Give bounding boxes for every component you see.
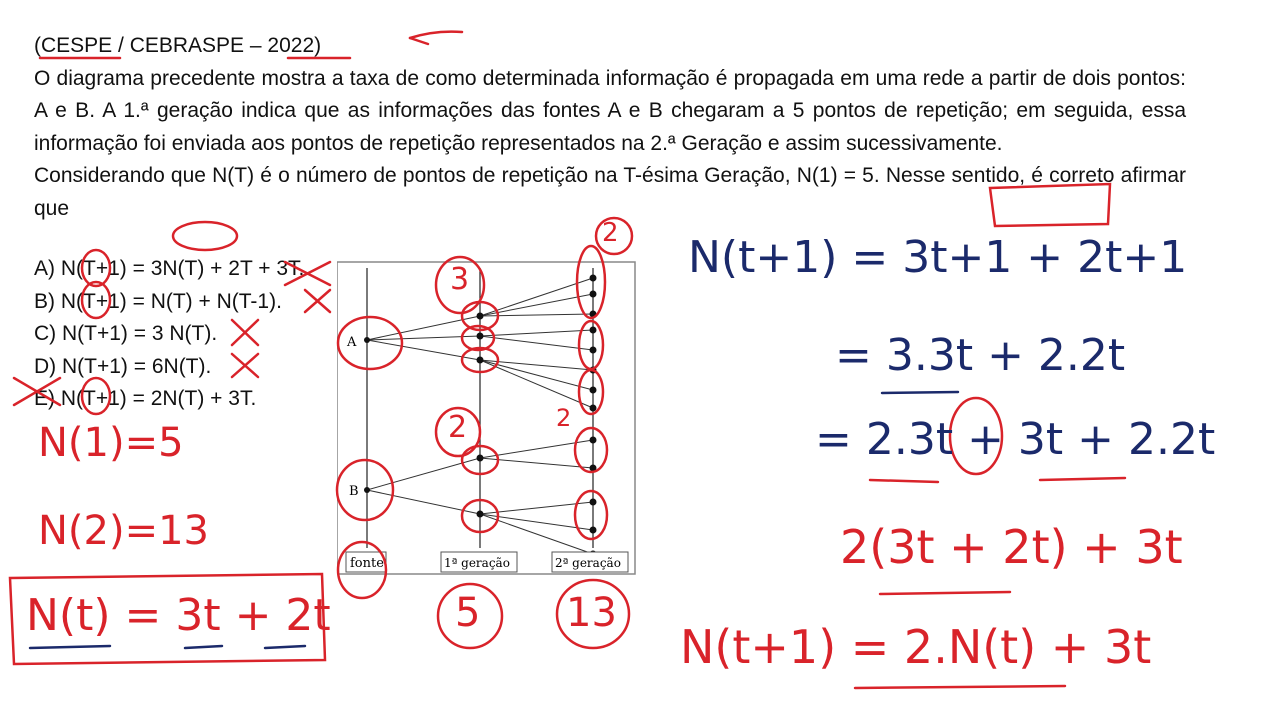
question-paragraph-1: O diagrama precedente mostra a taxa de como determinada informação é propagada em uma rede a partir de dois pontos: A e B. A 1.ª geração indica que as informações das fontes A e B chegaram a 5 pontos de repetição; em seguida, essa informação foi enviada aos pontos de repetição representados na 2.ª Geração e assim sucessivamente.	[34, 66, 1186, 155]
option-a[interactable]: A) N(T+1) = 3N(T) + 2T + 3T.	[34, 257, 305, 280]
option-e[interactable]: E) N(T+1) = 2N(T) + 3T.	[34, 387, 257, 410]
ink-step-4: 2(3t + 2t) + 3t	[840, 520, 1183, 574]
label-b: B	[349, 484, 359, 499]
ink-mark-2b: 2	[556, 404, 572, 432]
ink-result: N(t+1) = 2.N(t) + 3t	[680, 620, 1152, 674]
answer-options	[34, 253, 304, 416]
option-b[interactable]: B) N(T+1) = N(T) + N(T-1).	[34, 289, 282, 313]
diagram-frame	[337, 262, 635, 574]
question-source: (CESPE / CEBRASPE – 2022)	[34, 34, 322, 57]
question-paragraph-2: Considerando que N(T) é o número de pontos de repetição na T-ésima Geração, N(1) = 5. Nesse sentido, é correto afirmar que	[34, 164, 1186, 220]
ink-mark-2a: 2	[602, 218, 619, 248]
label-a: A	[347, 335, 357, 350]
ink-mark-2c: 2	[448, 410, 468, 445]
network-diagram	[337, 258, 637, 578]
ink-step-1: N(t+1) = 3t+1 + 2t+1	[688, 232, 1188, 283]
col-fonte: fonte	[350, 556, 384, 571]
ink-step-3: = 2.3t + 3t + 2.2t	[815, 414, 1216, 465]
ink-mark-5: 5	[455, 590, 481, 636]
ink-n2: N(2)=13	[38, 508, 209, 554]
ink-nt-formula: N(t) = 3t + 2t	[26, 590, 331, 641]
ink-step-2: = 3.3t + 2.2t	[835, 330, 1126, 381]
option-c[interactable]: C) N(T+1) = 3 N(T).	[34, 322, 218, 345]
col-gen2: 2ª geração	[555, 556, 621, 570]
ink-mark-13: 13	[566, 590, 617, 636]
circle-correto	[173, 222, 237, 250]
ink-mark-3: 3	[450, 262, 470, 297]
question-text	[34, 30, 1186, 225]
option-d[interactable]: D) N(T+1) = 6N(T).	[34, 354, 212, 378]
col-gen1: 1ª geração	[444, 556, 510, 570]
ink-n1: N(1)=5	[38, 420, 184, 466]
